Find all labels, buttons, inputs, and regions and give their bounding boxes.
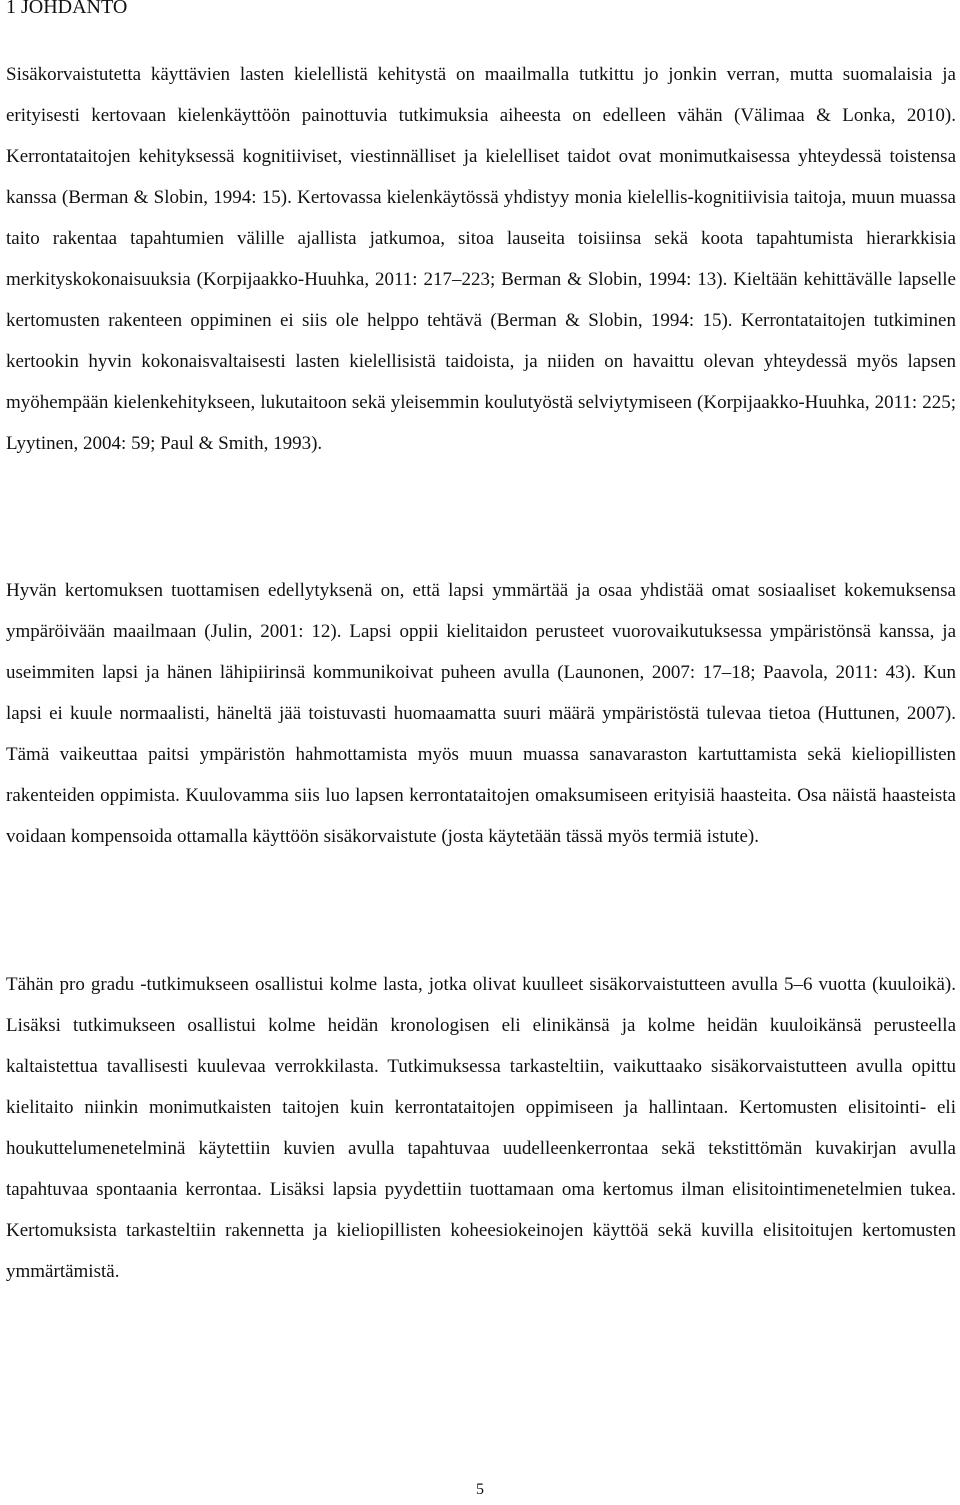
page-number: 5 [476, 1481, 484, 1498]
body-paragraph-1: Sisäkorvaistutetta käyttävien lasten kielellistä kehitystä on maailmalla tutkittu jo jonkin verran, mutta suomalaisia ja erityisesti kertovaan kielenkäyttöön painottuvia tutkimuksia aiheesta on edelleen vähän (Välimaa & Lonka, 2010). Kerrontataitojen kehityksessä kognitiiviset, viestinnälliset ja kielelliset taidot ovat monimutkaisessa yhteydessä toistensa kanssa (Berman & Slobin, 1994: 15). Kertovassa kielenkäytössä yhdistyy monia kielellis-kognitiivisia taitoja, muun muassa taito rakentaa tapahtumien välille ajallista jatkumoa, sitoa lauseita toisiinsa sekä koota tapahtumista hierarkkisia merkityskokonaisuuksia (Korpijaakko-Huuhka, 2011: 217–223; Berman & Slobin, 1994: 13). Kieltään kehittävälle lapselle kertomusten rakenteen oppiminen ei siis ole helppo tehtävä (Berman & Slobin, 1994: 15). Kerrontataitojen tutkiminen kertookin hyvin kokonaisvaltaisesti lasten kielellisistä taidoista, ja niiden on havaittu olevan yhteydessä myös lapsen myöhempään kielenkehitykseen, lukutaitoon sekä yleisemmin koulutyöstä selviytymiseen (Korpijaakko-Huuhka, 2011: 225; Lyytinen, 2004: 59; Paul & Smith, 1993). [6, 64, 956, 454]
section-heading: 1 JOHDANTO [6, 0, 128, 18]
body-paragraph-3: Tähän pro gradu -tutkimukseen osallistui kolme lasta, jotka olivat kuulleet sisäkorvaistutteen avulla 5–6 vuotta (kuuloikä). Lisäksi tutkimukseen osallistui kolme heidän kronologisen eli elinikänsä ja kolme heidän kuuloikänsä perusteella kaltaistettua tavallisesti kuulevaa verrokkilasta. Tutkimuksessa tarkasteltiin, vaikuttaako sisäkorvaistutteen avulla opittu kielitaito niinkin monimutkaisten taitojen kuin kerrontataitojen oppimiseen ja hallintaan. Kertomusten elisitointi- eli houkuttelumenetelminä käytettiin kuvien avulla tapahtuvaa uudelleenkerrontaa sekä tekstittömän kuvakirjan avulla tapahtuvaa spontaania kerrontaa. Lisäksi lapsia pyydettiin tuottamaan oma kertomus ilman elisitointimenetelmien tukea. Kertomuksista tarkasteltiin rakennetta ja kieliopillisten koheesiokeinojen käyttöä sekä kuvilla elisitoitujen kertomusten ymmärtämistä. [6, 974, 956, 1282]
body-paragraph-2: Hyvän kertomuksen tuottamisen edellytyksenä on, että lapsi ymmärtää ja osaa yhdistää omat sosiaaliset kokemuksensa ympäröivään maailmaan (Julin, 2001: 12). Lapsi oppii kielitaidon perusteet vuorovaikutuksessa ympäristönsä kanssa, ja useimmiten lapsi ja hänen lähipiirinsä kommunikoivat puheen avulla (Launonen, 2007: 17–18; Paavola, 2011: 43). Kun lapsi ei kuule normaalisti, häneltä jää toistuvasti huomaamatta suuri määrä ympäristöstä tulevaa tietoa (Huttunen, 2007). Tämä vaikeuttaa paitsi ympäristön hahmottamista myös muun muassa sanavaraston kartuttamista sekä kieliopillisten rakenteiden oppimista. Kuulovamma siis luo lapsen kerrontataitojen omaksumiseen erityisiä haasteita. Osa näistä haasteista voidaan kompensoida ottamalla käyttöön sisäkorvaistute (josta käytetään tässä myös termiä istute). [6, 580, 956, 847]
